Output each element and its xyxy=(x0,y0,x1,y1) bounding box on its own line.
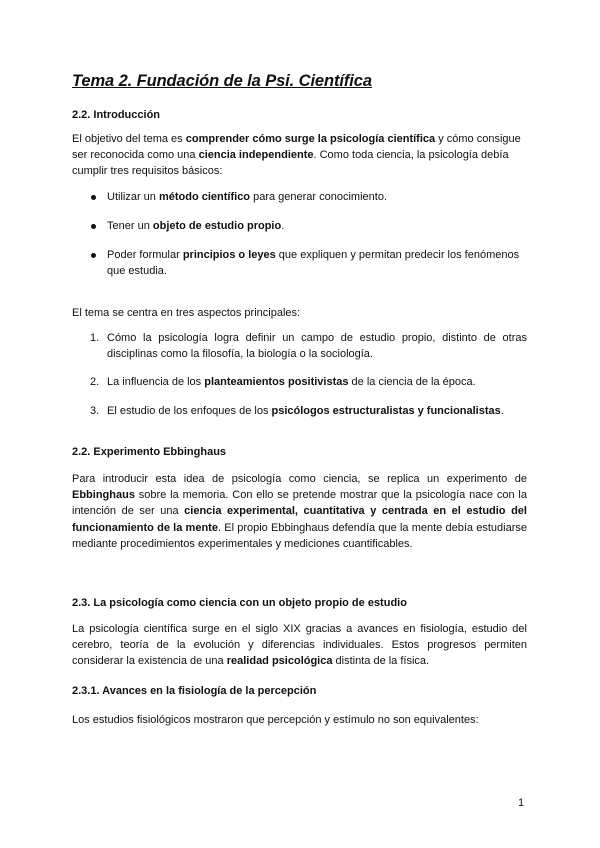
section-heading-introduccion: 2.2. Introducción xyxy=(72,109,161,121)
section-heading-percepcion: 2.3.1. Avances en la fisiología de la percepción xyxy=(72,685,317,697)
item-number: 3. xyxy=(90,405,100,417)
bold-text: planteamientos positivistas xyxy=(204,376,349,388)
bullet-dot-icon xyxy=(91,253,96,258)
percepcion-paragraph: Los estudios fisiológicos mostraron que percepción y estímulo no son equivalentes: xyxy=(72,714,479,726)
bold-text: método científico xyxy=(158,191,251,203)
section-heading-ebbinghaus: 2.2. Experimento Ebbinghaus xyxy=(72,446,227,458)
ebbinghaus-paragraph: Para introducir esta idea de psicología como ciencia, se replica un experimento de Ebbinghaus sobre la memoria. Con ello se pretende mostrar que la psicología nace con la intención de ser una ciencia experimental, cuantitativa y centrada en el estudio del funcionamiento de la mente. El propio Ebbinghaus defendía que la mente debía estudiarse mediante procedimientos experimentales y mediciones cuantificables. xyxy=(72,473,528,550)
bold-text: psicólogos estructuralistas y funcionalistas xyxy=(271,405,501,417)
bold-text: ciencia experimental, cuantitativa y centrada en el estudio del funcionamiento de la mente xyxy=(72,505,527,534)
bold-text: Ebbinghaus xyxy=(72,489,135,502)
document-title: Tema 2. Fundación de la Psi. Científica xyxy=(72,72,372,90)
bullet-text: Tener un objeto de estudio propio. xyxy=(107,220,285,232)
numbered-text: El estudio de los enfoques de los psicólogos estructuralistas y funcionalistas. xyxy=(107,405,504,417)
intro-paragraph: El objetivo del tema es comprender cómo surge la psicología científica y cómo consigue ser reconocida como una ciencia independiente. Como toda ciencia, la psicología debía cumplir tres requisitos básicos: xyxy=(72,133,521,178)
bullet-text: Poder formular principios o leyes que expliquen y permitan predecir los fenómenos que estudia. xyxy=(107,249,520,278)
item-number: 2. xyxy=(90,376,100,388)
bullet-dot-icon xyxy=(91,195,96,200)
bullet-text: Utilizar un método científico para generar conocimiento. xyxy=(107,191,387,203)
item-number: 1. xyxy=(90,332,100,344)
bold-text: objeto de estudio propio xyxy=(152,220,282,232)
numbered-text: Cómo la psicología logra definir un campo de estudio propio, distinto de otras disciplinas como la filosofía, la biología o la sociología. xyxy=(107,332,527,361)
page-number: 1 xyxy=(518,797,525,809)
bold-text: comprender cómo surge la psicología científica xyxy=(185,133,436,145)
aspects-intro-paragraph: El tema se centra en tres aspectos principales: xyxy=(72,307,301,319)
bold-text: ciencia independiente xyxy=(198,149,314,162)
objeto-paragraph: La psicología científica surge en el siglo XIX gracias a avances en fisiología, estudio del cerebro, teoría de la evolución y diferencias individuales. Estos progresos permiten considerar la existencia de una realidad psicológica distinta de la física. xyxy=(72,623,527,668)
section-heading-objeto: 2.3. La psicología como ciencia con un objeto propio de estudio xyxy=(72,597,407,609)
bold-text: principios o leyes xyxy=(182,249,276,261)
bold-text: realidad psicológica xyxy=(226,655,333,668)
bullet-dot-icon xyxy=(91,224,96,229)
numbered-text: La influencia de los planteamientos positivistas de la ciencia de la época. xyxy=(107,376,476,388)
